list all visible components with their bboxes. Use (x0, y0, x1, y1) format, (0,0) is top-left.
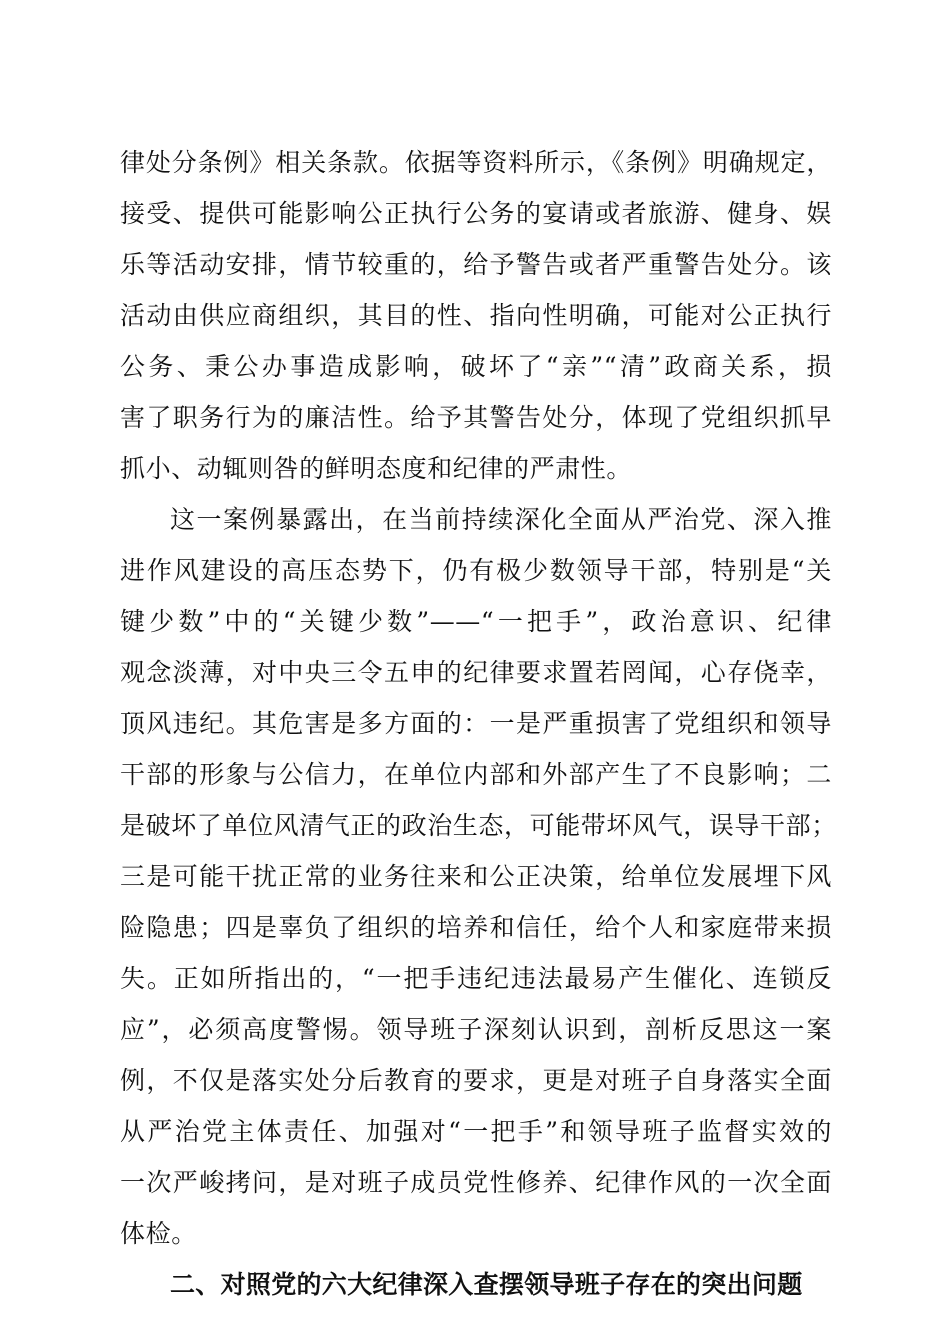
paragraph-line: 这一案例暴露出，在当前持续深化全面从严治党、深入推 (170, 505, 832, 534)
paragraph-line: 进作风建设的高压态势下，仍有极少数领导干部，特别是“关 (120, 556, 832, 585)
paragraph-line: 抓小、动辄则咎的鲜明态度和纪律的严肃性。 (120, 454, 633, 483)
paragraph-line: 例，不仅是落实处分后教育的要求，更是对班子自身落实全面 (120, 1066, 832, 1095)
paragraph-line: 是破坏了单位风清气正的政治生态，可能带坏风气，误导干部； (120, 811, 837, 840)
section-heading: 二、对照党的六大纪律深入查摆领导班子存在的突出问题 (170, 1270, 803, 1299)
paragraph-line: 干部的形象与公信力，在单位内部和外部产生了不良影响；二 (120, 760, 832, 789)
paragraph-line: 接受、提供可能影响公正执行公务的宴请或者旅游、健身、娱 (120, 199, 832, 228)
paragraph-line: 失。正如所指出的，“一把手违纪违法最易产生催化、连锁反 (120, 964, 832, 993)
paragraph-line: 律处分条例》相关条款。依据等资料所示，《条例》明确规定， (120, 148, 832, 177)
paragraph-line: 顶风违纪。其危害是多方面的：一是严重损害了党组织和领导 (120, 709, 832, 738)
paragraph-line: 公务、秉公办事造成影响，破坏了“亲”“清”政商关系，损 (120, 352, 832, 381)
paragraph-line: 一次严峻拷问，是对班子成员党性修养、纪律作风的一次全面 (120, 1168, 832, 1197)
paragraph-line: 体检。 (120, 1219, 197, 1248)
paragraph-line: 观念淡薄，对中央三令五申的纪律要求置若罔闻，心存侥幸， (120, 658, 832, 687)
paragraph-line: 害了职务行为的廉洁性。给予其警告处分，体现了党组织抓早 (120, 403, 832, 432)
paragraph-line: 键少数”中的“关键少数”——“一把手”，政治意识、纪律 (120, 607, 832, 636)
paragraph-line: 三是可能干扰正常的业务往来和公正决策，给单位发展埋下风 (120, 862, 832, 891)
paragraph-line: 险隐患；四是辜负了组织的培养和信任，给个人和家庭带来损 (120, 913, 832, 942)
paragraph-line: 应”，必须高度警惕。领导班子深刻认识到，剖析反思这一案 (120, 1015, 832, 1044)
paragraph-line: 活动由供应商组织，其目的性、指向性明确，可能对公正执行 (120, 301, 832, 330)
paragraph-line: 乐等活动安排，情节较重的，给予警告或者严重警告处分。该 (120, 250, 832, 279)
paragraph-line: 从严治党主体责任、加强对“一把手”和领导班子监督实效的 (120, 1117, 832, 1146)
